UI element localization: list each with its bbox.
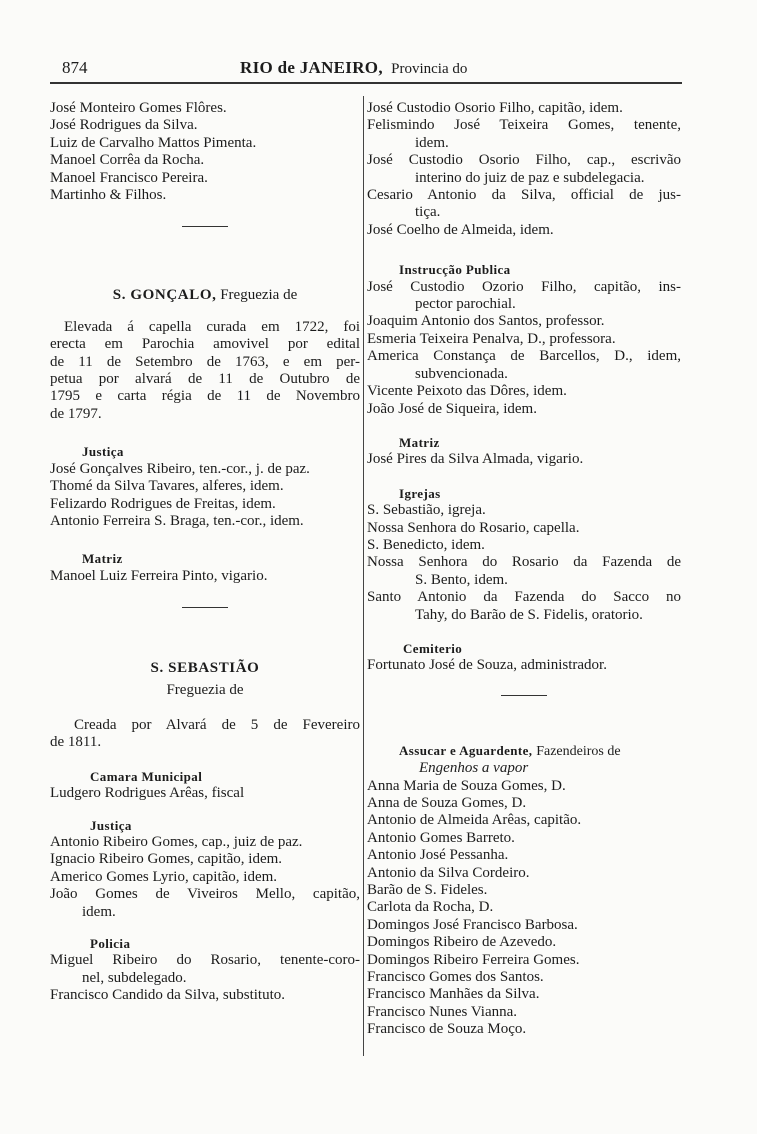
list-item: S. Sebastião, igreja. [367, 502, 486, 519]
list-item: Barão de S. Fideles. [367, 882, 488, 899]
sebastiao-suffix: Freguezia de [166, 681, 244, 698]
right-top-list [367, 100, 681, 239]
list-item: Felizardo Rodrigues de Freitas, idem. [50, 495, 276, 512]
list-item: Francisco de Souza Moço. [367, 1021, 527, 1038]
header-rule [50, 82, 682, 84]
list-item: Antonio Gomes Barreto. [367, 829, 515, 846]
policia-heading: Policia [90, 936, 131, 951]
list-item: José Coelho de Almeida, idem. [367, 221, 554, 238]
cemiterio-heading: Cemiterio [403, 640, 463, 656]
list-item: tiça. [415, 204, 441, 221]
sebastiao-intro [50, 717, 360, 752]
list-item: Nossa Senhora do Rosario, capella. [367, 519, 580, 536]
list-item: Santo Antonio da Fazenda do Sacco no [367, 589, 681, 606]
left-column [50, 100, 360, 1005]
list-item: João José de Siqueira, idem. [367, 400, 537, 417]
list-item: Martinho & Filhos. [50, 187, 167, 204]
justica-list [50, 461, 360, 531]
list-item: José Monteiro Gomes Flôres. [50, 100, 227, 116]
list-item: idem. [82, 903, 116, 920]
list-item: Fortunato José de Souza, administrador. [367, 657, 607, 674]
right-column [367, 100, 681, 1039]
list-item: José Gonçalves Ribeiro, ten.-cor., j. de paz. [50, 460, 310, 477]
matriz-heading: Matriz [82, 551, 123, 567]
list-item: Francisco Manhães da Silva. [367, 986, 540, 1003]
justica-heading: Justiça [82, 444, 124, 460]
list-item: idem. [415, 134, 449, 151]
list-item: Anna Maria de Souza Gomes, D. [367, 777, 566, 794]
justica-list [50, 834, 360, 921]
list-item: Francisco Candido da Silva, substituto. [50, 987, 285, 1004]
list-item: Antonio José Pessanha. [367, 847, 509, 864]
intro-line: 1795 e carta régia de 11 de Novembro [50, 388, 360, 405]
page-title-sub: Provincia do [391, 61, 468, 77]
column-divider [363, 96, 364, 1056]
list-item: Domingos Ribeiro Ferreira Gomes. [367, 951, 580, 968]
list-item: Esmeria Teixeira Penalva, D., professora. [367, 330, 616, 347]
instrucao-heading: Instrucção Publica [399, 262, 511, 278]
goncalo-name: S. GONÇALO, [112, 287, 217, 304]
list-item: Domingos José Francisco Barbosa. [367, 916, 578, 933]
list-item: Tahy, do Barão de S. Fidelis, oratorio. [415, 606, 643, 623]
igrejas-list [367, 502, 681, 624]
intro-line: erecta em Parochia amovivel por edital [50, 336, 360, 353]
list-item: Miguel Ribeiro do Rosario, tenente-coro- [50, 952, 360, 969]
list-item: interino do juiz de paz e subdelegacia. [415, 169, 645, 186]
list-item: José Custodio Ozorio Filho, capitão, ins- [367, 278, 681, 295]
list-item: Americo Gomes Lyrio, capitão, idem. [50, 868, 278, 885]
list-item: nel, subdelegado. [82, 969, 187, 986]
list-item: Antonio da Silva Cordeiro. [367, 864, 530, 881]
list-item: Antonio de Almeida Arêas, capitão. [367, 812, 582, 829]
list-item: S. Benedicto, idem. [367, 536, 485, 553]
justica-heading: Justiça [90, 817, 132, 833]
list-item: Domingos Ribeiro de Azevedo. [367, 934, 557, 951]
list-item: Manoel Corrêa da Rocha. [50, 152, 205, 169]
list-item: Anna de Souza Gomes, D. [367, 795, 527, 811]
assucar-subtitle: Engenhos a vapor [419, 760, 529, 777]
goncalo-suffix: Freguezia de [220, 287, 298, 304]
list-item: Carlota da Rocha, D. [367, 899, 494, 916]
list-item: Luiz de Carvalho Mattos Pimenta. [50, 134, 257, 151]
list-item: Thomé da Silva Tavares, alferes, idem. [50, 478, 284, 495]
list-item: Felismindo José Teixeira Gomes, tenente, [367, 117, 681, 134]
intro-line: de 1797. [50, 405, 102, 422]
instrucao-list [367, 279, 681, 418]
camara-heading: Camara Municipal [90, 768, 203, 784]
igrejas-heading: Igrejas [399, 485, 441, 501]
list-item: Cesario Antonio da Silva, official de jus- [367, 187, 681, 204]
matriz-heading: Matriz [399, 434, 440, 450]
list-item: Manoel Francisco Pereira. [50, 169, 208, 186]
intro-line: Elevada á capella curada em 1722, foi [64, 318, 360, 335]
sebastiao-name: S. SEBASTIÃO [150, 660, 260, 677]
goncalo-title [50, 287, 360, 304]
intro-line: de 1811. [50, 734, 102, 751]
list-item: Francisco Nunes Vianna. [367, 1003, 518, 1020]
intro-line: petua por alvará de 11 de Outubro de [50, 371, 360, 388]
top-names-list [50, 100, 360, 204]
page-header [50, 58, 682, 80]
list-item: Ludgero Rodrigues Arêas, fiscal [50, 785, 245, 802]
list-item: José Custodio Osorio Filho, capitão, idem. [367, 100, 623, 116]
list-item: João Gomes de Viveiros Mello, capitão, [50, 886, 360, 903]
sebastiao-title [50, 660, 360, 677]
list-item: Nossa Senhora do Rosario da Fazenda de [367, 554, 681, 571]
list-item: Antonio Ferreira S. Braga, ten.-cor., idem. [50, 512, 304, 529]
page-title [240, 58, 467, 78]
list-item: subvencionada. [415, 365, 508, 382]
intro-line: Creada por Alvará de 5 de Fevereiro [74, 716, 360, 733]
list-item: Joaquim Antonio dos Santos, professor. [367, 313, 605, 330]
list-item: Vicente Peixoto das Dôres, idem. [367, 383, 567, 400]
page-title-main: RIO de JANEIRO, [240, 58, 383, 77]
list-item: pector parochial. [415, 296, 516, 313]
page-number: 874 [62, 58, 88, 77]
policia-list [50, 952, 360, 1004]
list-item: José Rodrigues da Silva. [50, 117, 198, 134]
assucar-heading: Assucar e Aguardente, [399, 742, 533, 758]
list-item: Manoel Luiz Ferreira Pinto, vigario. [50, 567, 268, 584]
list-item: Ignacio Ribeiro Gomes, capitão, idem. [50, 851, 283, 868]
assucar-heading-line [367, 742, 681, 760]
list-item: José Pires da Silva Almada, vigario. [367, 451, 584, 468]
list-item: S. Bento, idem. [415, 571, 508, 588]
assucar-suffix: Fazendeiros de [536, 743, 621, 759]
list-item: Antonio Ribeiro Gomes, cap., juiz de paz. [50, 833, 303, 850]
list-item: José Custodio Osorio Filho, cap., escrivão [367, 152, 681, 169]
intro-line: de 11 de Setembro de 1763, e em per- [50, 353, 360, 370]
list-item: America Constança de Barcellos, D., idem, [367, 348, 681, 365]
assucar-list [367, 778, 681, 1039]
goncalo-intro [50, 319, 360, 423]
list-item: Francisco Gomes dos Santos. [367, 969, 544, 986]
